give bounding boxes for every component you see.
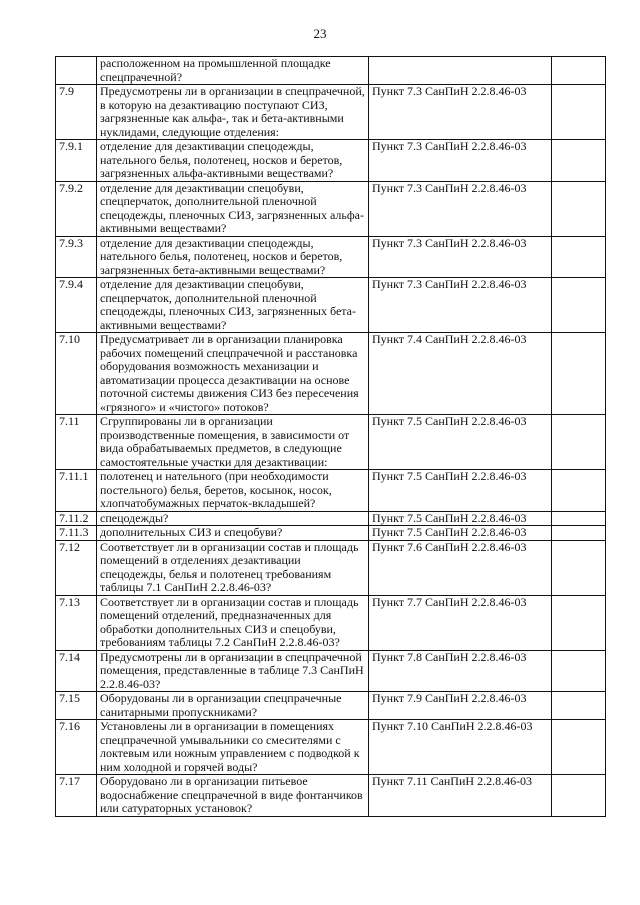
table-row xyxy=(56,85,606,140)
reference-text: Пункт 7.5 СанПиН 2.2.8.46-03 xyxy=(369,415,552,470)
question-text: Предусмотрены ли в организации в спецпрачечной, в которую на дезактивацию поступают СИЗ, загрязненные как альфа-, так и бета-активными нуклидами, следующие отделения: xyxy=(97,85,369,140)
item-number: 7.11.1 xyxy=(56,470,97,512)
reference-text: Пункт 7.3 СанПиН 2.2.8.46-03 xyxy=(369,85,552,140)
page-number: 23 xyxy=(313,26,327,41)
table-row xyxy=(56,415,606,470)
table-row xyxy=(56,775,606,817)
answer-cell xyxy=(552,540,606,595)
question-text: расположенном на промышленной площадке спецпрачечной? xyxy=(97,57,369,85)
item-number: 7.11.2 xyxy=(56,511,97,526)
answer-cell xyxy=(552,57,606,85)
table-row xyxy=(56,470,606,512)
item-number: 7.9.2 xyxy=(56,181,97,236)
item-number: 7.11.3 xyxy=(56,526,97,541)
reference-text: Пункт 7.10 СанПиН 2.2.8.46-03 xyxy=(369,720,552,775)
item-number: 7.9.4 xyxy=(56,278,97,333)
question-text: Соответствует ли в организации состав и площадь помещений отделений, предназначенных для обработки дополнительных СИЗ и спецобуви, требованиям таблицы 7.2 СанПиН 2.2.8.46-03? xyxy=(97,595,369,650)
question-text: спецодежды? xyxy=(97,511,369,526)
question-text: отделение для дезактивации спецодежды, нательного белья, полотенец, носков и беретов, загрязненных бета-активными веществами? xyxy=(97,236,369,278)
reference-text: Пункт 7.5 СанПиН 2.2.8.46-03 xyxy=(369,511,552,526)
item-number: 7.11 xyxy=(56,415,97,470)
item-number: 7.15 xyxy=(56,692,97,720)
item-number: 7.9.1 xyxy=(56,140,97,182)
reference-text: Пункт 7.6 СанПиН 2.2.8.46-03 xyxy=(369,540,552,595)
table-row xyxy=(56,181,606,236)
reference-text: Пункт 7.5 СанПиН 2.2.8.46-03 xyxy=(369,526,552,541)
reference-text: Пункт 7.3 СанПиН 2.2.8.46-03 xyxy=(369,278,552,333)
item-number: 7.14 xyxy=(56,650,97,692)
table-row xyxy=(56,540,606,595)
table-row xyxy=(56,236,606,278)
table-row xyxy=(56,57,606,85)
answer-cell xyxy=(552,511,606,526)
question-text: отделение для дезактивации спецобуви, спецперчаток, дополнительной пленочной спецодежды, пленочных СИЗ, загрязненных бета-активными веществами? xyxy=(97,278,369,333)
item-number: 7.9.3 xyxy=(56,236,97,278)
item-number: 7.12 xyxy=(56,540,97,595)
reference-text: Пункт 7.3 СанПиН 2.2.8.46-03 xyxy=(369,140,552,182)
checklist-table xyxy=(55,56,606,817)
question-text: Установлены ли в организации в помещениях спецпрачечной умывальники со смесителями с локтевым или ножным управлением с подводкой к ним холодной и горячей воды? xyxy=(97,720,369,775)
question-text: дополнительных СИЗ и спецобуви? xyxy=(97,526,369,541)
question-text: Предусмотрены ли в организации в спецпрачечной помещения, представленные в таблице 7.3 СанПиН 2.2.8.46-03? xyxy=(97,650,369,692)
answer-cell xyxy=(552,85,606,140)
table-row xyxy=(56,692,606,720)
answer-cell xyxy=(552,720,606,775)
table-row xyxy=(56,140,606,182)
table-row xyxy=(56,720,606,775)
item-number: 7.17 xyxy=(56,775,97,817)
reference-text: Пункт 7.3 СанПиН 2.2.8.46-03 xyxy=(369,181,552,236)
reference-text: Пункт 7.4 СанПиН 2.2.8.46-03 xyxy=(369,333,552,415)
answer-cell xyxy=(552,470,606,512)
answer-cell xyxy=(552,415,606,470)
reference-text: Пункт 7.3 СанПиН 2.2.8.46-03 xyxy=(369,236,552,278)
answer-cell xyxy=(552,526,606,541)
table-row xyxy=(56,511,606,526)
reference-text: Пункт 7.5 СанПиН 2.2.8.46-03 xyxy=(369,470,552,512)
question-text: Соответствует ли в организации состав и площадь помещений в отделениях дезактивации спецодежды, белья и полотенец требованиям таблицы 7.1 СанПиН 2.2.8.46-03? xyxy=(97,540,369,595)
reference-text: Пункт 7.8 СанПиН 2.2.8.46-03 xyxy=(369,650,552,692)
table-row xyxy=(56,333,606,415)
item-number: 7.10 xyxy=(56,333,97,415)
table-row xyxy=(56,278,606,333)
item-number: 7.13 xyxy=(56,595,97,650)
answer-cell xyxy=(552,236,606,278)
reference-text xyxy=(369,57,552,85)
answer-cell xyxy=(552,333,606,415)
question-text: Оборудовано ли в организации питьевое водоснабжение спецпрачечной в виде фонтанчиков или сатураторных установок? xyxy=(97,775,369,817)
answer-cell xyxy=(552,595,606,650)
answer-cell xyxy=(552,775,606,817)
question-text: отделение для дезактивации спецобуви, спецперчаток, дополнительной пленочной спецодежды, пленочных СИЗ, загрязненных альфа-активными веществами? xyxy=(97,181,369,236)
item-number: 7.9 xyxy=(56,85,97,140)
table-row xyxy=(56,650,606,692)
reference-text: Пункт 7.11 СанПиН 2.2.8.46-03 xyxy=(369,775,552,817)
question-text: Сгруппированы ли в организации производственные помещения, в зависимости от вида обрабатываемых предметов, в следующие самостоятельные участки для дезактивации: xyxy=(97,415,369,470)
question-text: отделение для дезактивации спецодежды, нательного белья, полотенец, носков и беретов, загрязненных альфа-активными веществами? xyxy=(97,140,369,182)
reference-text: Пункт 7.7 СанПиН 2.2.8.46-03 xyxy=(369,595,552,650)
reference-text: Пункт 7.9 СанПиН 2.2.8.46-03 xyxy=(369,692,552,720)
answer-cell xyxy=(552,278,606,333)
question-text: полотенец и нательного (при необходимости постельного) белья, беретов, косынок, носок, хлопчатобумажных перчаток-вкладышей? xyxy=(97,470,369,512)
answer-cell xyxy=(552,140,606,182)
answer-cell xyxy=(552,692,606,720)
answer-cell xyxy=(552,650,606,692)
table-row xyxy=(56,595,606,650)
answer-cell xyxy=(552,181,606,236)
question-text: Оборудованы ли в организации спецпрачечные санитарными пропускниками? xyxy=(97,692,369,720)
question-text: Предусматривает ли в организации планировка рабочих помещений спецпрачечной и расстановка оборудования возможность механизации и автоматизации процесса дезактивации на основе поточной системы движения СИЗ без пересечения «грязного» и «чистого» потоков? xyxy=(97,333,369,415)
item-number xyxy=(56,57,97,85)
item-number: 7.16 xyxy=(56,720,97,775)
table-row xyxy=(56,526,606,541)
